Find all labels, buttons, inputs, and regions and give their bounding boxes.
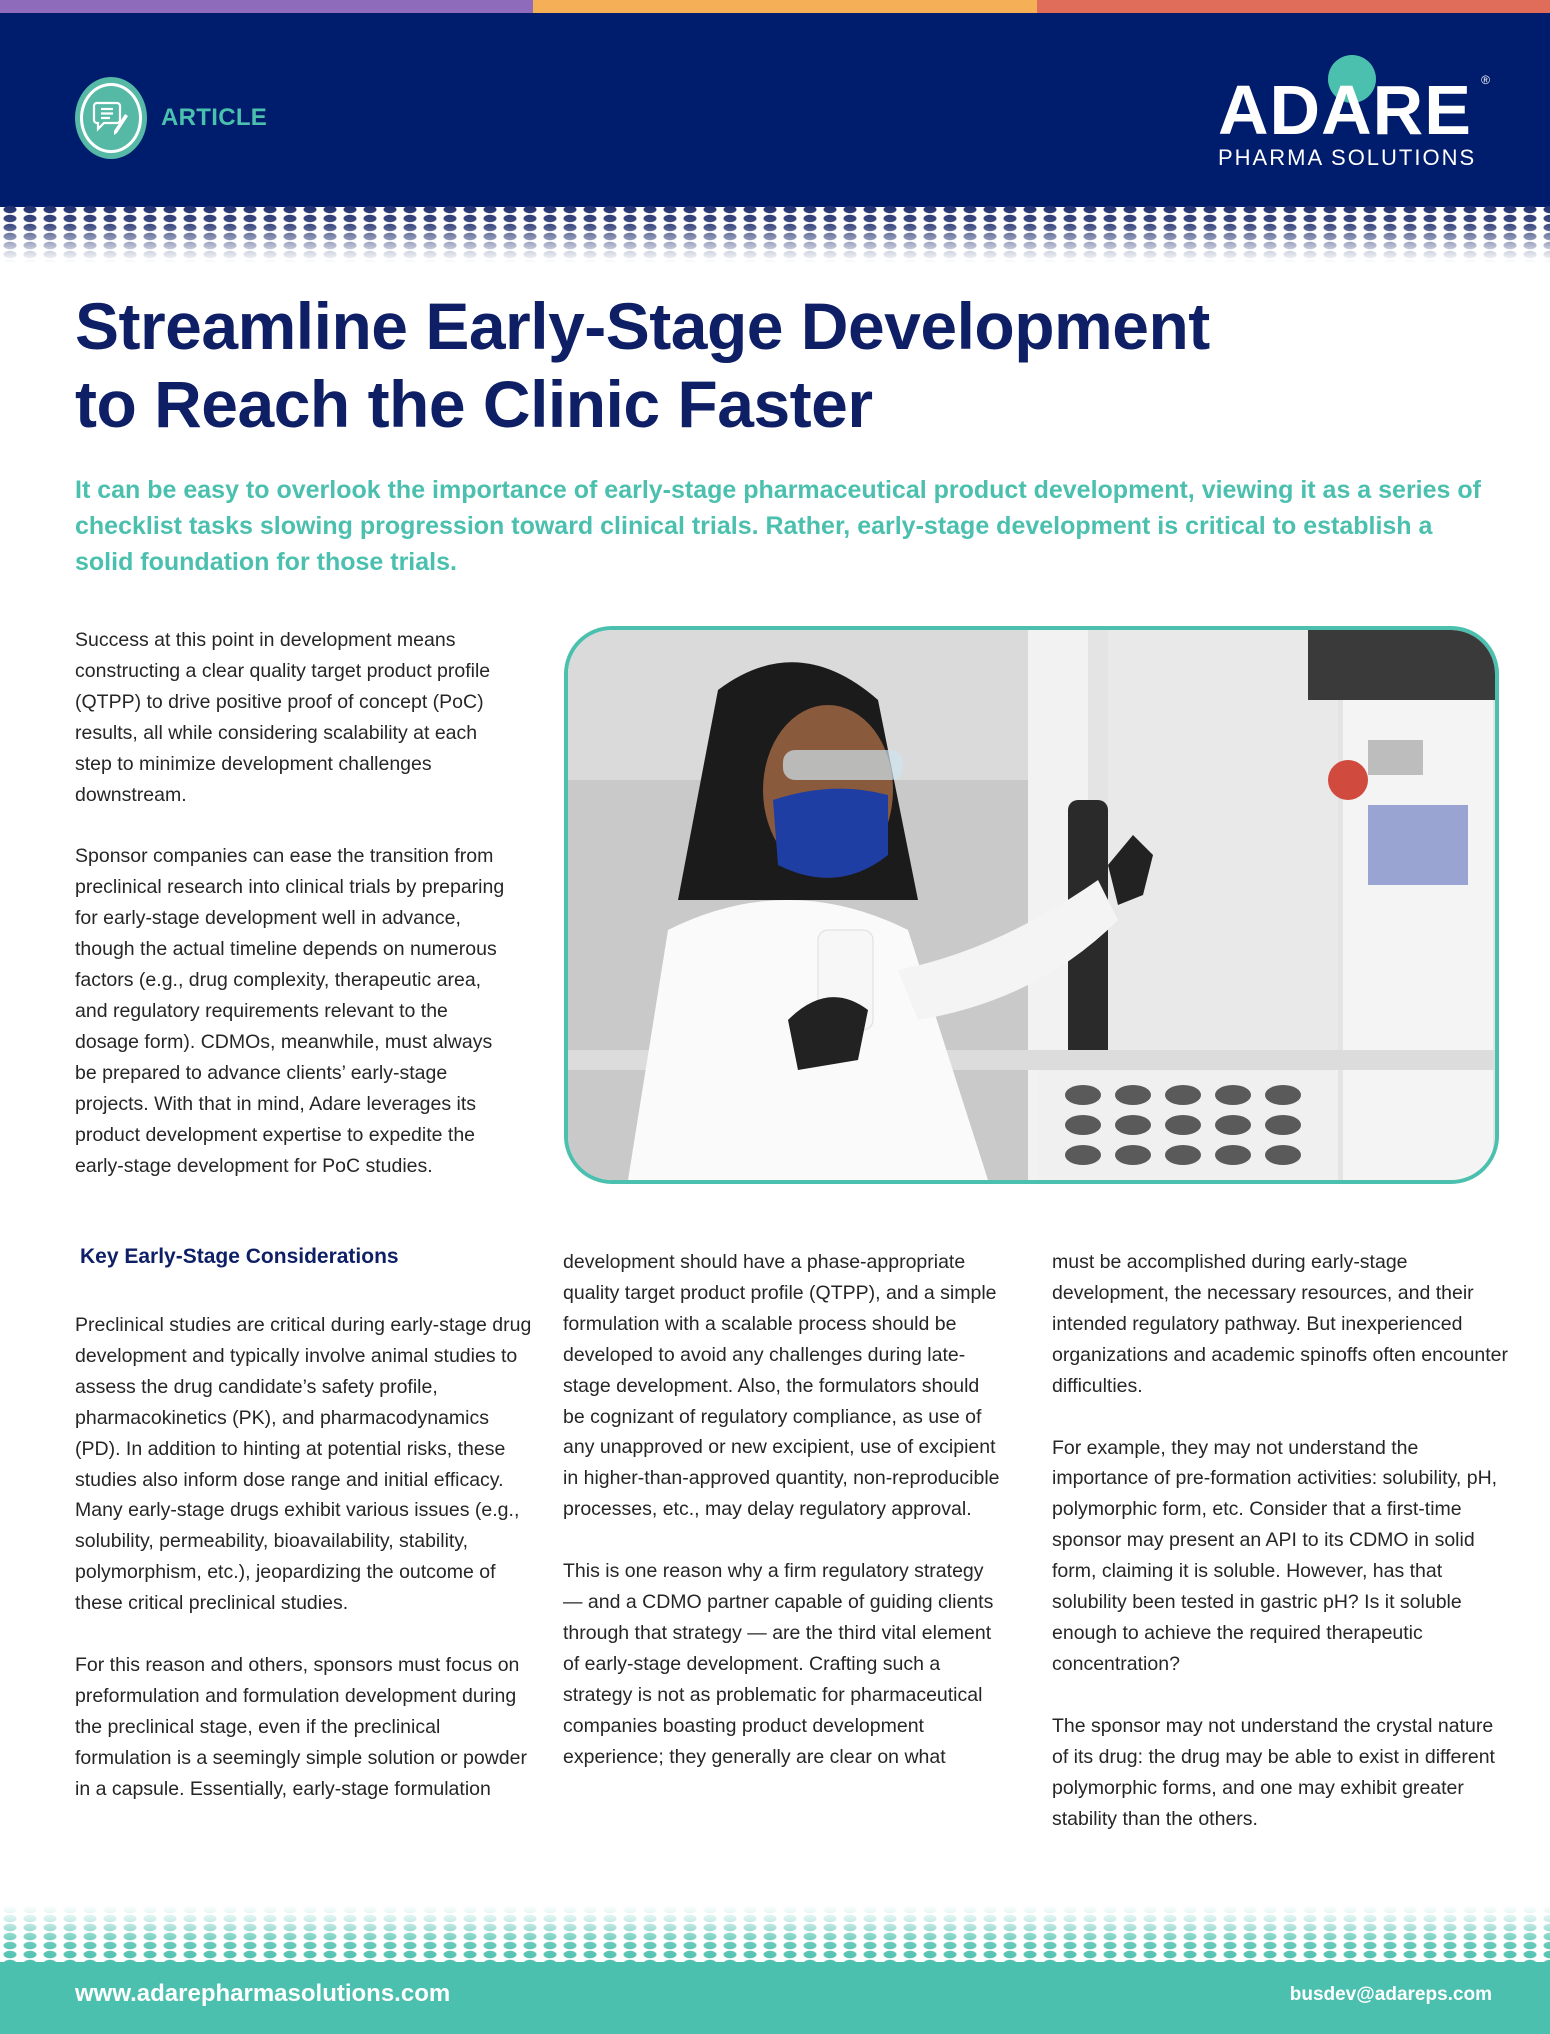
logo-subtitle: PHARMA SOLUTIONS — [1218, 145, 1477, 170]
logo-wordmark: ADARE — [1218, 71, 1472, 149]
website-link[interactable]: www.adarepharmasolutions.com — [75, 1980, 451, 2007]
body-column-2 — [563, 1247, 1003, 1773]
body-paragraph: For example, they may not understand the importance of pre-formation activities: solubility, pH, polymorphic form, etc. Consider that a first-time sponsor may present an API to its CDMO in solid form, claiming it is soluble. However, has that solubility been tested in gastric pH? Is it soluble enough to achieve the required therapeutic concentration? — [1052, 1436, 1498, 1675]
body-column-1 — [75, 1310, 535, 1805]
body-paragraph: For this reason and others, sponsors must focus on preformulation and formulation development during the preclinical stage, even if the preclinical formulation is a seemingly simple solution or powder in a capsule. Essentially, early-stage formulation — [75, 1654, 527, 1800]
email-link[interactable]: busdev@adareps.com — [1289, 1984, 1492, 2005]
top-color-bar — [0, 0, 1550, 13]
lab-scientist-image — [568, 630, 1495, 1180]
article-label: ARTICLE — [161, 104, 268, 131]
halftone-pattern-bottom — [0, 1905, 1550, 1965]
page-header — [0, 13, 1550, 207]
adare-logo — [1218, 55, 1490, 171]
registered-mark: ® — [1481, 73, 1490, 87]
intro-paragraph: Success at this point in development means constructing a clear quality target product profile (QTPP) to drive positive proof of concept (PoC) results, all while considering scalability at each step to minimize development challenges downstream. — [75, 629, 491, 806]
color-bar-orange — [533, 0, 1037, 13]
halftone-pattern-top — [0, 205, 1550, 263]
title-line-2: to Reach the Clinic Faster — [75, 367, 873, 441]
body-column-3 — [1052, 1247, 1512, 1834]
page-footer — [0, 1962, 1550, 2034]
body-paragraph: This is one reason why a firm regulatory strategy — and a CDMO partner capable of guiding clients through that strategy — are the third vital element of early-stage development. Crafting such a strategy is not as problematic for pharmaceutical companies boasting product development experience; they generally are clear on what — [563, 1560, 994, 1768]
article-badge — [75, 77, 267, 159]
article-lede: It can be easy to overlook the importance of early-stage pharmaceutical product development, viewing it as a series of checklist tasks slowing progression toward clinical trials. Rather, early-stage development is critical to establish a solid foundation for those trials. — [75, 476, 1481, 576]
body-paragraph: Preclinical studies are critical during early-stage drug development and typically involve animal studies to assess the drug candidate’s safety profile, pharmacokinetics (PK), and pharmacodynamics (PD). In addition to hinting at potential risks, these studies also inform dose range and initial efficacy. Many early-stage drugs exhibit various issues (e.g., solubility, permeability, bioavailability, stability, polymorphism, etc.), jeopardizing the outcome of these critical preclinical studies. — [75, 1314, 532, 1615]
body-paragraph: The sponsor may not understand the crystal nature of its drug: the drug may be able to exist in different polymorphic forms, and one may exhibit greater stability than the others. — [1052, 1714, 1495, 1830]
color-bar-coral — [1037, 0, 1550, 13]
color-bar-purple — [0, 0, 533, 13]
section-heading: Key Early-Stage Considerations — [80, 1245, 399, 1268]
page-title — [75, 287, 1475, 443]
body-paragraph: development should have a phase-appropriate quality target product profile (QTPP), and a simple formulation with a scalable process should be developed to avoid any challenges during late-stage development. Also, the formulators should be cognizant of regulatory compliance, as use of any unapproved or new excipient, use of excipient in higher-than-approved quantity, non-reproducible processes, etc., may delay regulatory approval. — [563, 1251, 1000, 1521]
lab-photo — [564, 626, 1499, 1184]
intro-column — [75, 625, 515, 1181]
intro-paragraph: Sponsor companies can ease the transition from preclinical research into clinical trials by preparing for early-stage development well in advance, though the actual timeline depends on numerous factors (e.g., drug complexity, therapeutic area, and regulatory requirements relevant to the dosage form). CDMOs, meanwhile, must always be prepared to advance clients’ early-stage projects. With that in mind, Adare leverages its product development expertise to expedite the early-stage development for PoC studies. — [75, 845, 505, 1177]
article-chat-pencil-icon — [75, 77, 147, 159]
body-paragraph: must be accomplished during early-stage development, the necessary resources, and their intended regulatory pathway. But inexperienced organizations and academic spinoffs often encounter difficulties. — [1052, 1251, 1509, 1397]
title-line-1: Streamline Early-Stage Development — [75, 289, 1210, 363]
